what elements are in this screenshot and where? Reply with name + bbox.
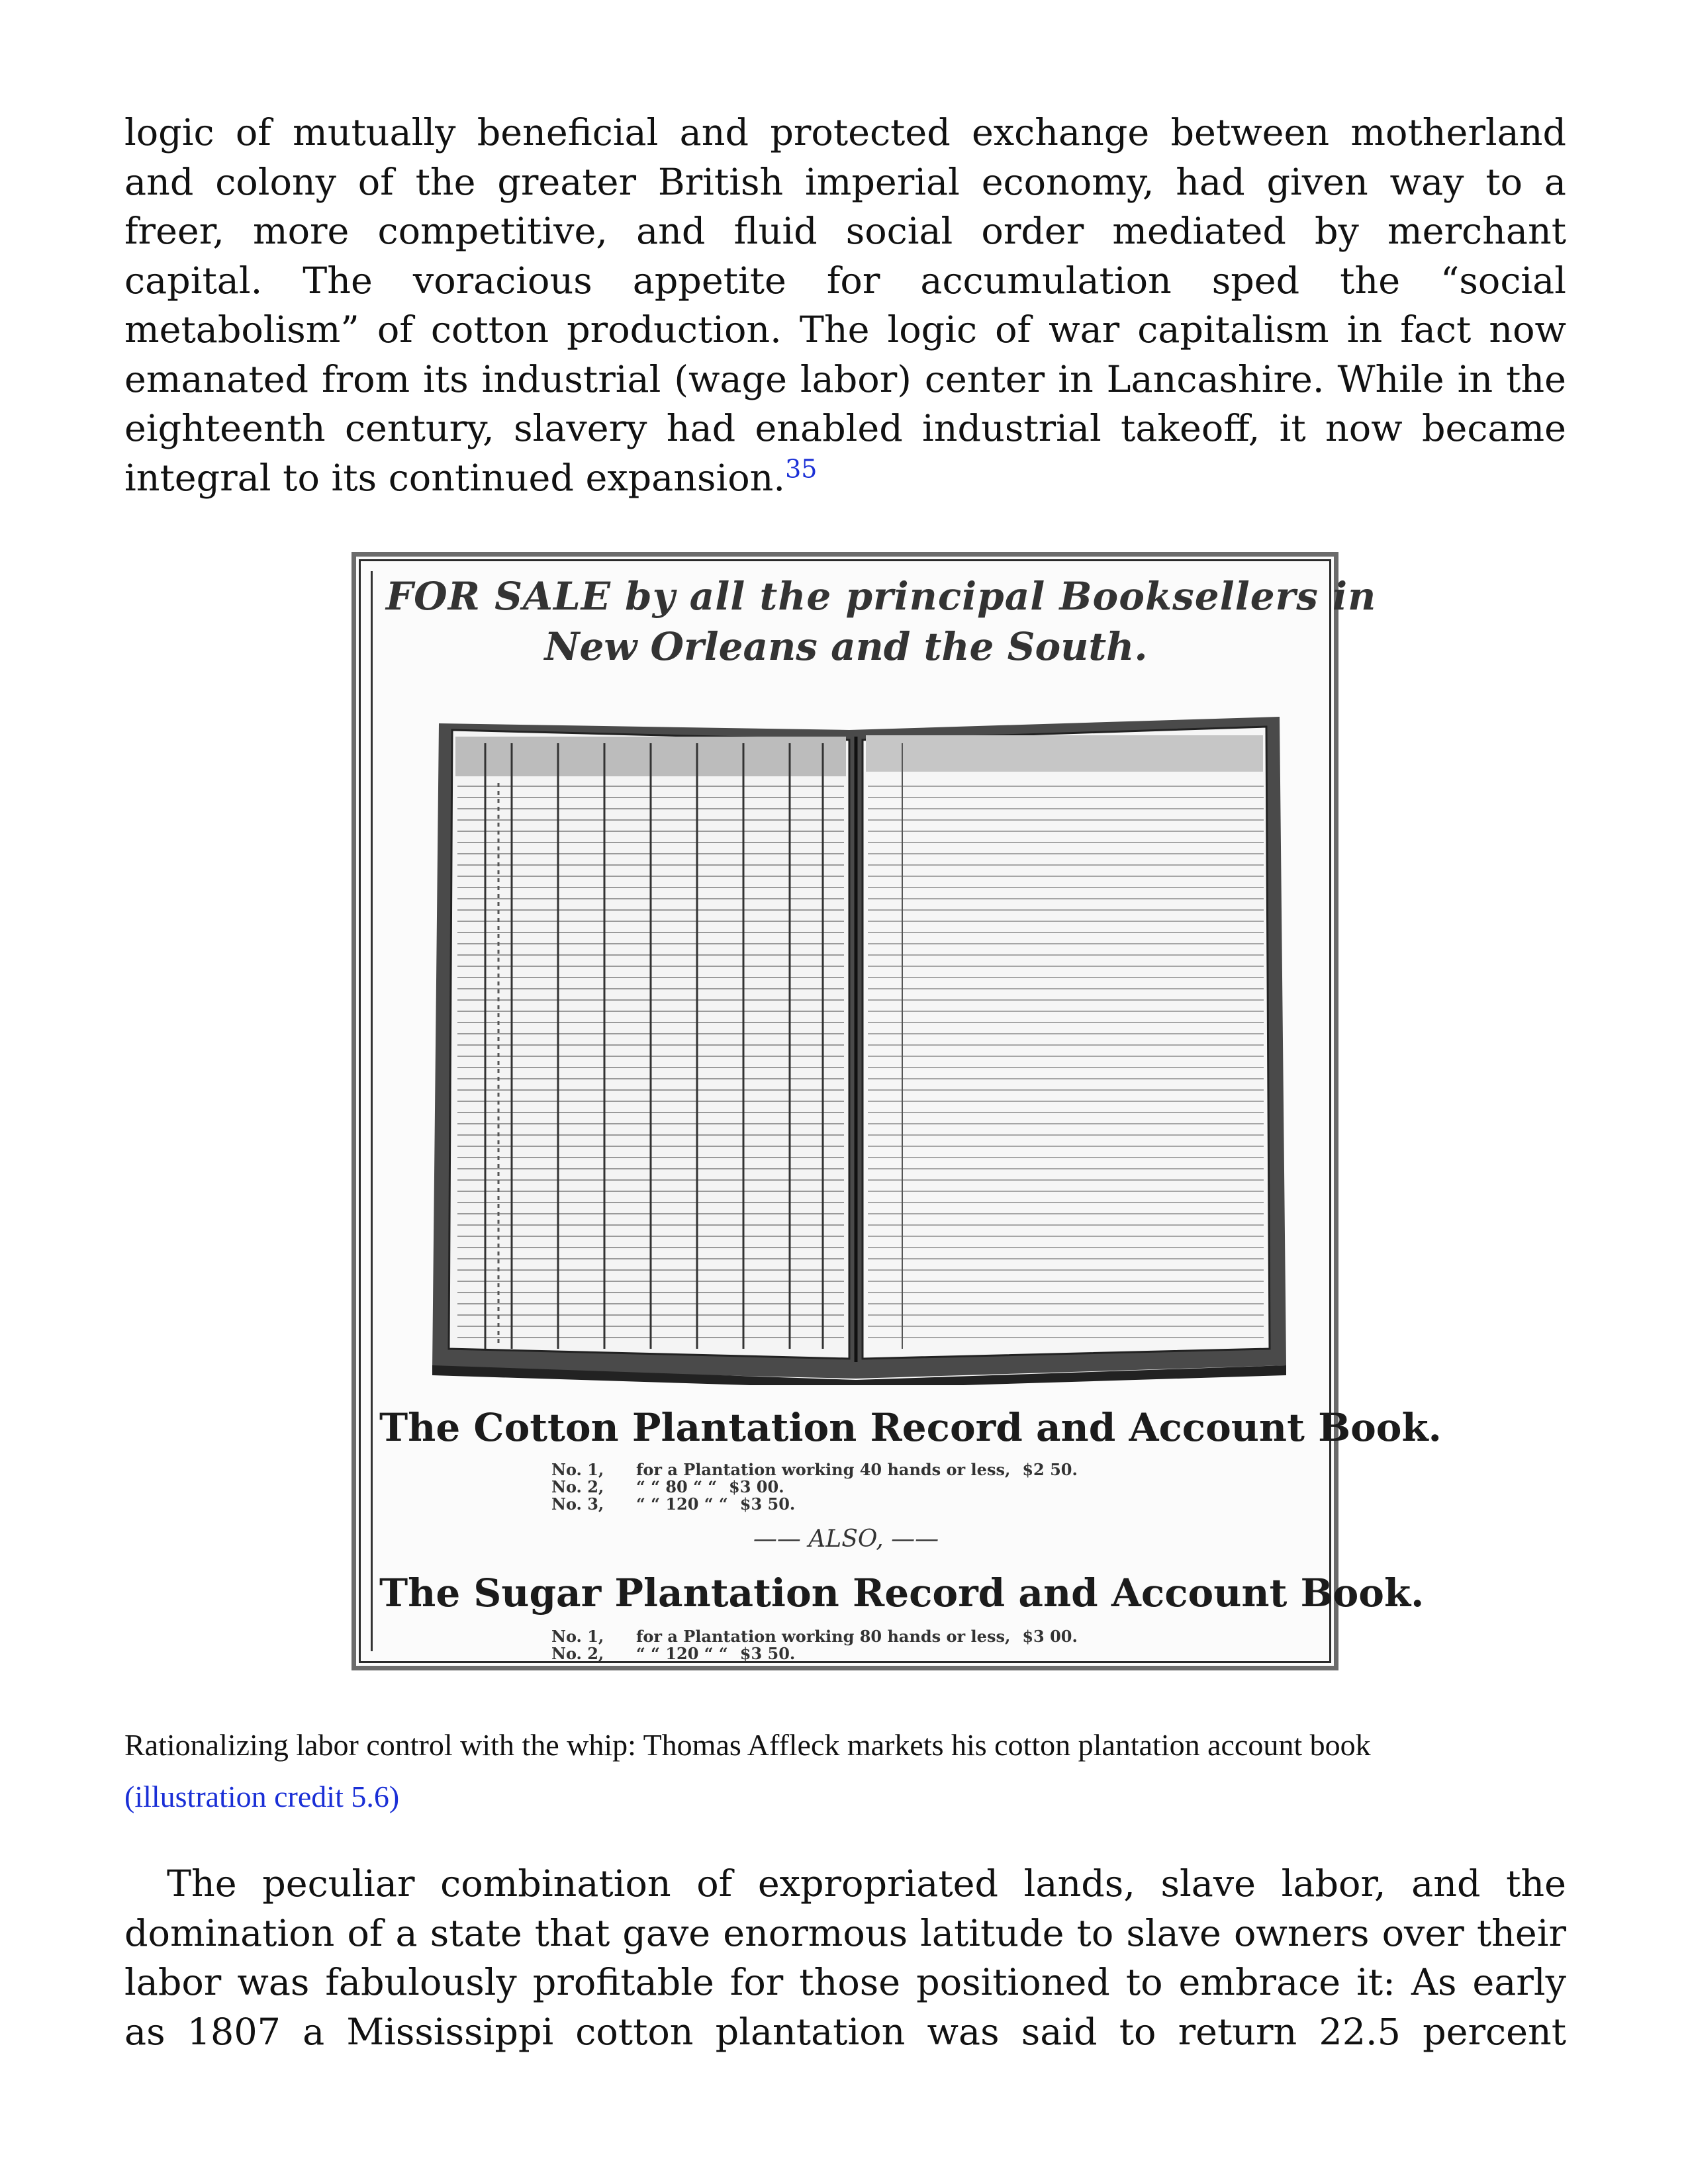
price-amount: $3 00. [729, 1477, 784, 1496]
text-line: integral to its continued expansion. [124, 456, 786, 500]
ad-also-separator: —— ALSO, —— [753, 1525, 939, 1553]
text-line: logic of mutually beneficial and protected exchange between motherland [124, 111, 1566, 154]
price-description: “ “ 120 “ “ [636, 1494, 728, 1514]
illustration-credit-link[interactable]: (illustration credit 5.6) [124, 1780, 400, 1813]
text-line: The peculiar combination of expropriated lands, slave labor, and the [167, 1862, 1566, 1905]
footnote-reference-link[interactable]: 35 [785, 454, 818, 483]
price-description: for a Plantation working 40 hands or less, [636, 1460, 1011, 1479]
text-line: and colony of the greater British imperial economy, had given way to a [124, 160, 1566, 204]
text-line: emanated from its industrial (wage labor) center in Lancashire. While in the [124, 357, 1566, 401]
price-amount: $3 50. [739, 1644, 796, 1663]
open-ledger-book-illustration [426, 704, 1293, 1385]
text-line: labor was fabulously profitable for those positioned to embrace it: As early [124, 1961, 1566, 2004]
text-line: metabolism” of cotton production. The logic of war capitalism in fact now [124, 308, 1566, 351]
price-row [551, 1628, 1147, 1645]
cotton-book-price-list [551, 1461, 1147, 1513]
price-row [551, 1461, 1147, 1479]
sugar-book-title: The Sugar Plantation Record and Account Book. [379, 1570, 1425, 1615]
cotton-book-title: The Cotton Plantation Record and Account Book. [379, 1405, 1442, 1450]
text-line: freer, more competitive, and fluid social order mediated by merchant [124, 210, 1566, 253]
text-line: capital. The voracious appetite for accumulation sped the “social [124, 259, 1566, 302]
advertisement-figure [352, 552, 1442, 1670]
price-amount: $2 50. [1022, 1460, 1078, 1479]
body-paragraph-1 [124, 109, 1566, 503]
price-row [551, 1496, 1147, 1513]
price-amount: $3 50. [739, 1494, 796, 1514]
price-number: No. 1, [551, 1460, 604, 1479]
text-line: domination of a state that gave enormous latitude to slave owners over their [124, 1911, 1566, 1955]
price-description: “ “ 80 “ “ [636, 1477, 718, 1496]
price-amount: $3 00. [1022, 1627, 1078, 1646]
price-row [551, 1479, 1147, 1496]
right-page-header [866, 735, 1263, 772]
price-row [551, 1645, 1147, 1662]
ad-header-line-1: FOR SALE by all the principal Booksellers in [386, 574, 1377, 619]
text-line: eighteenth century, slavery had enabled industrial takeoff, it now became [124, 407, 1566, 450]
price-description: for a Plantation working 80 hands or less, [636, 1627, 1011, 1646]
price-number: No. 2, [551, 1477, 604, 1496]
price-number: No. 2, [551, 1644, 604, 1663]
right-page [863, 727, 1270, 1359]
price-number: No. 1, [551, 1627, 604, 1646]
text-line-last [124, 454, 1566, 504]
advertisement-frame [371, 571, 1442, 1663]
ad-header-line-2: New Orleans and the South. [544, 624, 1148, 669]
price-description: “ “ 120 “ “ [636, 1644, 728, 1663]
sugar-book-price-list [551, 1628, 1147, 1662]
text-line: as 1807 a Mississippi cotton plantation was said to return 22.5 percent [124, 2010, 1566, 2054]
body-paragraph-2 [124, 1860, 1566, 2057]
figure-caption: Rationalizing labor control with the whip: Thomas Affleck markets his cotton plantation account book [124, 1728, 1371, 1762]
price-number: No. 3, [551, 1494, 604, 1514]
